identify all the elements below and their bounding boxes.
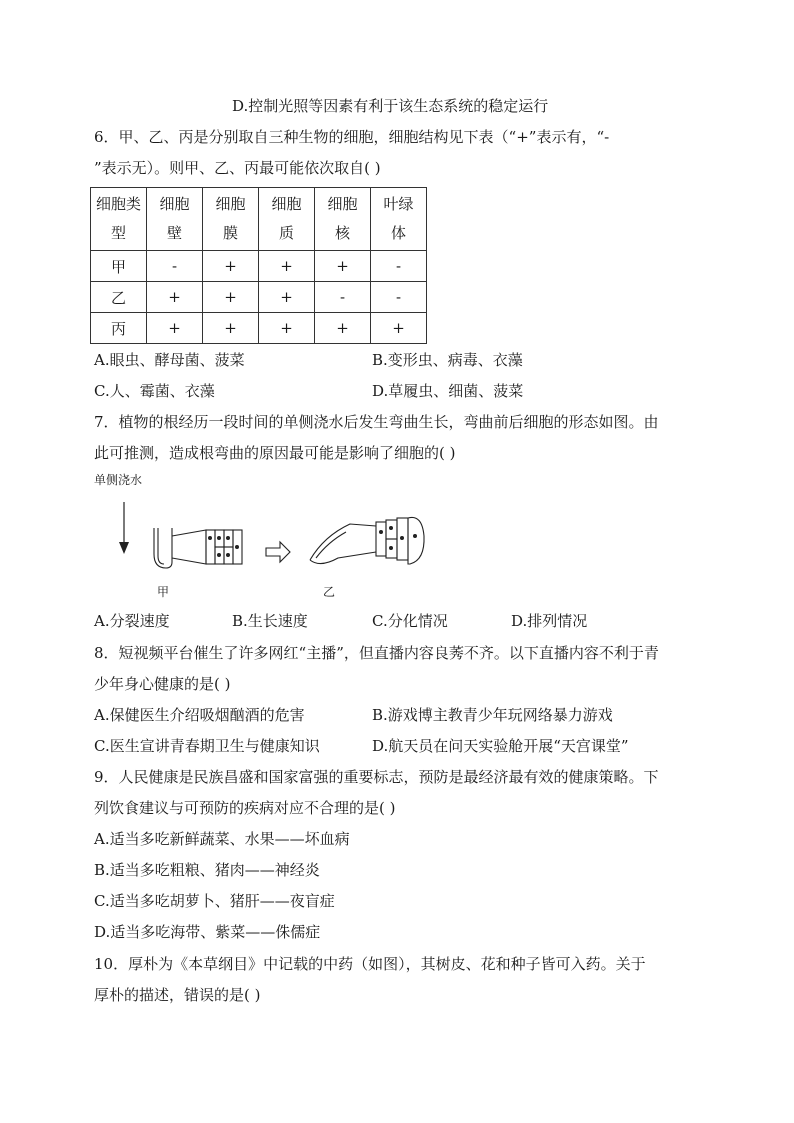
table-row [91, 282, 427, 313]
q7-option-b: B.生长速度 [232, 612, 308, 630]
header-cell-wall: 细胞 壁 [147, 188, 203, 251]
table-cell: - [371, 251, 427, 282]
table-cell: 甲 [91, 251, 147, 282]
q8-stem-line2: 少年身心健康的是( ) [94, 675, 231, 693]
table-header-row [91, 188, 427, 251]
figure-label-a: 甲 [157, 585, 170, 599]
bent-cell-nuclei [379, 526, 417, 550]
table-row [91, 313, 427, 344]
table-cell: + [259, 313, 315, 344]
table-cell: - [315, 282, 371, 313]
q7-stem-line2: 此可推测，造成根弯曲的原因最可能是影响了细胞的( ) [94, 444, 456, 462]
q7-option-c: C.分化情况 [372, 612, 448, 630]
q6-option-d: D.草履虫、细菌、菠菜 [372, 382, 524, 400]
table-cell: + [147, 282, 203, 313]
header-cytoplasm: 细胞 质 [259, 188, 315, 251]
q8-option-d: D.航天员在问天实验舱开展“天宫课堂” [372, 737, 629, 755]
q7-stem-line1: 7．植物的根经历一段时间的单侧浇水后发生弯曲生长，弯曲前后细胞的形态如图。由 [94, 413, 659, 431]
table-cell: + [371, 313, 427, 344]
table-cell: + [315, 251, 371, 282]
q10-stem-line1: 10．厚朴为《本草纲目》中记载的中药（如图），其树皮、花和种子皆可入药。关于 [94, 955, 646, 973]
water-arrow-icon [119, 502, 129, 554]
bent-root-drawing [310, 517, 424, 564]
table-cell: + [203, 282, 259, 313]
header-cell-membrane: 细胞 膜 [203, 188, 259, 251]
cell-structure-table [90, 187, 427, 344]
water-label: 单侧浇水 [94, 473, 143, 487]
table-cell: + [147, 313, 203, 344]
root-bending-figure [110, 496, 440, 596]
q9-option-d: D.适当多吃海带、紫菜——侏儒症 [94, 923, 321, 941]
table-row [91, 251, 427, 282]
table-cell: + [203, 251, 259, 282]
header-cell-type: 细胞类 型 [91, 188, 147, 251]
q9-stem-line2: 列饮食建议与可预防的疾病对应不合理的是( ) [94, 799, 396, 817]
transition-arrow-icon [266, 542, 290, 562]
table-cell: + [203, 313, 259, 344]
q8-option-c: C.医生宣讲青春期卫生与健康知识 [94, 737, 320, 755]
figure-label-b: 乙 [323, 585, 336, 599]
straight-root-drawing [154, 528, 242, 568]
q7-option-d: D.排列情况 [511, 612, 588, 630]
table-cell: + [259, 282, 315, 313]
q7-option-a: A.分裂速度 [94, 612, 170, 630]
q10-stem-line2: 厚朴的描述，错误的是( ) [94, 986, 261, 1004]
q9-option-a: A.适当多吃新鲜蔬菜、水果——坏血病 [94, 830, 350, 848]
table-cell: 乙 [91, 282, 147, 313]
table-cell: + [259, 251, 315, 282]
table-cell: + [315, 313, 371, 344]
q8-option-b: B.游戏博主教青少年玩网络暴力游戏 [372, 706, 613, 724]
header-nucleus: 细胞 核 [315, 188, 371, 251]
header-chloroplast: 叶绿 体 [371, 188, 427, 251]
q6-stem-line1: 6．甲、乙、丙是分别取自三种生物的细胞，细胞结构见下表（“+”表示有，“- [94, 128, 610, 146]
q5-option-d: D.控制光照等因素有利于该生态系统的稳定运行 [232, 97, 549, 115]
table-cell: - [147, 251, 203, 282]
q6-option-c: C.人、霉菌、衣藻 [94, 382, 215, 400]
q6-option-a: A.眼虫、酵母菌、菠菜 [94, 351, 245, 369]
table-cell: - [371, 282, 427, 313]
q9-stem-line1: 9．人民健康是民族昌盛和国家富强的重要标志，预防是最经济最有效的健康策略。下 [94, 768, 659, 786]
q9-option-b: B.适当多吃粗粮、猪肉——神经炎 [94, 861, 320, 879]
q8-option-a: A.保健医生介绍吸烟酗酒的危害 [94, 706, 305, 724]
q9-option-c: C.适当多吃胡萝卜、猪肝——夜盲症 [94, 892, 335, 910]
q8-stem-line1: 8．短视频平台催生了许多网红“主播”，但直播内容良莠不齐。以下直播内容不利于青 [94, 644, 659, 662]
q6-stem-line2: ”表示无）。则甲、乙、丙最可能依次取自( ) [94, 159, 381, 177]
table-cell: 丙 [91, 313, 147, 344]
q6-option-b: B.变形虫、病毒、衣藻 [372, 351, 523, 369]
